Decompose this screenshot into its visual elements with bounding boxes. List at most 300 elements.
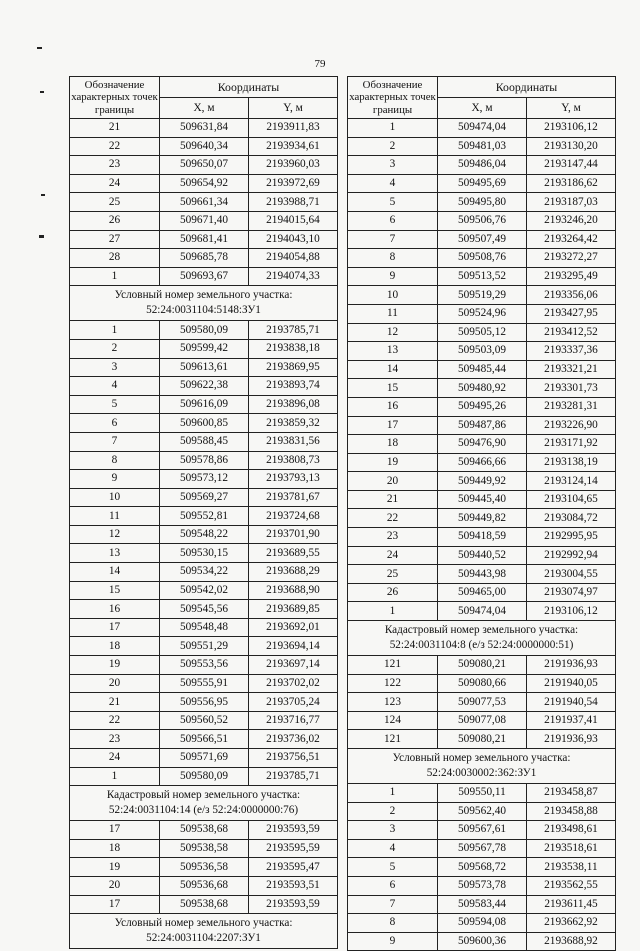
point-number: 3: [348, 821, 438, 840]
x-coordinate: 509588,45: [160, 432, 249, 451]
x-coordinate: 509443,98: [438, 565, 527, 584]
point-number: 8: [70, 451, 160, 470]
table-row: [70, 230, 338, 249]
x-coordinate: 509693,67: [160, 267, 249, 286]
y-coordinate: 2193106,12: [527, 119, 616, 138]
table-row: [348, 137, 616, 156]
table-row: [348, 211, 616, 230]
table-row: [348, 656, 616, 675]
x-coordinate: 509613,61: [160, 358, 249, 377]
point-number: 20: [348, 472, 438, 491]
y-coordinate: 2193701,90: [249, 525, 338, 544]
y-coordinate: 2193187,03: [527, 193, 616, 212]
point-number: 23: [70, 730, 160, 749]
table-row: [348, 193, 616, 212]
scan-mark: [40, 91, 44, 93]
point-number: 24: [70, 749, 160, 768]
table-row: [348, 546, 616, 565]
x-coordinate: 509567,61: [438, 821, 527, 840]
x-coordinate: 509505,12: [438, 323, 527, 342]
table-row: [70, 451, 338, 470]
y-coordinate: 2193595,47: [249, 858, 338, 877]
table-row: [348, 286, 616, 305]
table-row: [70, 581, 338, 600]
table-row: [70, 470, 338, 489]
y-coordinate: 2193562,55: [527, 876, 616, 895]
point-number: 5: [348, 858, 438, 877]
y-coordinate: 2191936,93: [527, 656, 616, 675]
x-coordinate: 509640,34: [160, 137, 249, 156]
table-row: [70, 618, 338, 637]
y-coordinate: 2193611,45: [527, 895, 616, 914]
table-row: [348, 858, 616, 877]
header-designation: Обозначение характерных точек границы: [70, 77, 160, 119]
point-number: 13: [348, 342, 438, 361]
y-coordinate: 2193689,55: [249, 544, 338, 563]
x-coordinate: 509080,21: [438, 656, 527, 675]
x-coordinate: 509485,44: [438, 360, 527, 379]
x-coordinate: 509569,27: [160, 488, 249, 507]
table-row: [348, 397, 616, 416]
point-number: 9: [70, 470, 160, 489]
point-number: 1: [70, 267, 160, 286]
scan-mark: [41, 194, 45, 196]
x-coordinate: 509654,92: [160, 174, 249, 193]
y-coordinate: 2193356,06: [527, 286, 616, 305]
y-coordinate: 2193518,61: [527, 839, 616, 858]
table-row: [70, 544, 338, 563]
table-row: [70, 711, 338, 730]
point-number: 121: [348, 656, 438, 675]
table-row: [70, 656, 338, 675]
header-x: X, м: [160, 98, 249, 119]
table-row: [70, 858, 338, 877]
table-row: [348, 119, 616, 138]
point-number: 6: [348, 211, 438, 230]
y-coordinate: 2193688,92: [527, 932, 616, 951]
point-number: 24: [348, 546, 438, 565]
point-number: 20: [70, 674, 160, 693]
table-row: [70, 249, 338, 268]
point-number: 1: [70, 767, 160, 786]
table-row: [70, 358, 338, 377]
x-coordinate: 509552,81: [160, 507, 249, 526]
point-number: 7: [348, 230, 438, 249]
table-row: [70, 156, 338, 175]
point-number: 1: [348, 119, 438, 138]
x-coordinate: 509580,09: [160, 321, 249, 340]
x-coordinate: 509548,22: [160, 525, 249, 544]
point-number: 22: [348, 509, 438, 528]
point-number: 19: [70, 858, 160, 877]
point-number: 21: [348, 490, 438, 509]
point-number: 9: [348, 267, 438, 286]
table-row: [348, 876, 616, 895]
x-coordinate: 509474,04: [438, 602, 527, 621]
y-coordinate: 2193084,72: [527, 509, 616, 528]
point-number: 18: [348, 435, 438, 454]
y-coordinate: 2193458,87: [527, 784, 616, 803]
point-number: 2: [348, 802, 438, 821]
table-row: [70, 193, 338, 212]
point-number: 7: [70, 432, 160, 451]
y-coordinate: 2193124,14: [527, 472, 616, 491]
x-coordinate: 509551,29: [160, 637, 249, 656]
point-number: 14: [70, 563, 160, 582]
table-row: [70, 119, 338, 138]
y-coordinate: 2193246,20: [527, 211, 616, 230]
x-coordinate: 509566,51: [160, 730, 249, 749]
y-coordinate: 2193171,92: [527, 435, 616, 454]
y-coordinate: 2193130,20: [527, 137, 616, 156]
table-row: [348, 821, 616, 840]
x-coordinate: 509545,56: [160, 600, 249, 619]
x-coordinate: 509466,66: [438, 453, 527, 472]
point-number: 11: [348, 304, 438, 323]
y-coordinate: 2193458,88: [527, 802, 616, 821]
y-coordinate: 2194043,10: [249, 230, 338, 249]
table-row: [348, 174, 616, 193]
table-row: [70, 693, 338, 712]
table-row: [348, 565, 616, 584]
x-coordinate: 509578,86: [160, 451, 249, 470]
point-number: 4: [70, 377, 160, 396]
point-number: 11: [70, 507, 160, 526]
point-number: 4: [348, 839, 438, 858]
x-coordinate: 509487,86: [438, 416, 527, 435]
y-coordinate: 2193785,71: [249, 767, 338, 786]
x-coordinate: 509550,11: [438, 784, 527, 803]
point-number: 21: [70, 119, 160, 138]
y-coordinate: 2193692,01: [249, 618, 338, 637]
x-coordinate: 509650,07: [160, 156, 249, 175]
y-coordinate: 2193226,90: [527, 416, 616, 435]
x-coordinate: 509562,40: [438, 802, 527, 821]
point-number: 121: [348, 730, 438, 749]
y-coordinate: 2194054,88: [249, 249, 338, 268]
x-coordinate: 509600,85: [160, 414, 249, 433]
table-row: [70, 377, 338, 396]
header-y: Y, м: [249, 98, 338, 119]
section-title: Кадастровый номер земельного участка: 52:24:0031104:8 (е/з 52:24:0000000:51): [348, 621, 616, 656]
point-number: 12: [70, 525, 160, 544]
y-coordinate: 2193595,59: [249, 839, 338, 858]
x-coordinate: 509568,72: [438, 858, 527, 877]
y-coordinate: 2193736,02: [249, 730, 338, 749]
point-number: 17: [70, 895, 160, 914]
y-coordinate: 2193593,51: [249, 876, 338, 895]
x-coordinate: 509465,00: [438, 583, 527, 602]
y-coordinate: 2191940,54: [527, 693, 616, 712]
point-number: 17: [70, 618, 160, 637]
y-coordinate: 2193724,68: [249, 507, 338, 526]
table-row: [70, 395, 338, 414]
x-coordinate: 509583,44: [438, 895, 527, 914]
table-row: [70, 414, 338, 433]
section-row: [70, 786, 338, 821]
y-coordinate: 2191937,41: [527, 711, 616, 730]
header-coordinates: Координаты: [160, 77, 338, 98]
point-number: 9: [348, 932, 438, 951]
table-body-right: [348, 119, 616, 951]
x-coordinate: 509445,40: [438, 490, 527, 509]
x-coordinate: 509506,76: [438, 211, 527, 230]
y-coordinate: 2193688,90: [249, 581, 338, 600]
point-number: 15: [348, 379, 438, 398]
y-coordinate: 2193785,71: [249, 321, 338, 340]
table-body-left: [70, 119, 338, 949]
scan-mark: [37, 47, 42, 49]
table-row: [70, 600, 338, 619]
point-number: 25: [70, 193, 160, 212]
y-coordinate: 2193869,95: [249, 358, 338, 377]
section-title: Условный номер земельного участка: 52:24:0031104:2207:ЗУ1: [70, 914, 338, 949]
x-coordinate: 509519,29: [438, 286, 527, 305]
y-coordinate: 2193295,49: [527, 267, 616, 286]
y-coordinate: 2193427,95: [527, 304, 616, 323]
y-coordinate: 2193705,24: [249, 693, 338, 712]
point-number: 8: [348, 249, 438, 268]
x-coordinate: 509481,03: [438, 137, 527, 156]
y-coordinate: 2193538,11: [527, 858, 616, 877]
table-row: [70, 488, 338, 507]
point-number: 123: [348, 693, 438, 712]
point-number: 10: [70, 488, 160, 507]
table-row: [70, 637, 338, 656]
y-coordinate: 2193859,32: [249, 414, 338, 433]
point-number: 27: [70, 230, 160, 249]
y-coordinate: 2193147,44: [527, 156, 616, 175]
table-row: [348, 379, 616, 398]
point-number: 16: [70, 600, 160, 619]
y-coordinate: 2193697,14: [249, 656, 338, 675]
x-coordinate: 509599,42: [160, 339, 249, 358]
table-row: [70, 321, 338, 340]
table-row: [348, 416, 616, 435]
point-number: 3: [348, 156, 438, 175]
point-number: 23: [70, 156, 160, 175]
y-coordinate: 2193756,51: [249, 749, 338, 768]
table-row: [348, 267, 616, 286]
section-row: [348, 749, 616, 784]
header-designation: Обозначение характерных точек границы: [348, 77, 438, 119]
x-coordinate: 509077,08: [438, 711, 527, 730]
x-coordinate: 509536,68: [160, 876, 249, 895]
section-row: [70, 914, 338, 949]
x-coordinate: 509507,49: [438, 230, 527, 249]
x-coordinate: 509418,59: [438, 528, 527, 547]
x-coordinate: 509573,78: [438, 876, 527, 895]
x-coordinate: 509536,58: [160, 858, 249, 877]
x-coordinate: 509080,21: [438, 730, 527, 749]
table-row: [348, 490, 616, 509]
table-row: [70, 211, 338, 230]
point-number: 26: [70, 211, 160, 230]
x-coordinate: 509524,96: [438, 304, 527, 323]
table-row: [70, 137, 338, 156]
x-coordinate: 509495,69: [438, 174, 527, 193]
table-row: [348, 914, 616, 933]
table-row: [348, 360, 616, 379]
y-coordinate: 2193412,52: [527, 323, 616, 342]
table-row: [70, 674, 338, 693]
y-coordinate: 2193793,13: [249, 470, 338, 489]
x-coordinate: 509600,36: [438, 932, 527, 951]
scan-mark: [39, 235, 44, 238]
x-coordinate: 509474,04: [438, 119, 527, 138]
y-coordinate: 2193934,61: [249, 137, 338, 156]
page-number: 79: [314, 58, 326, 70]
point-number: 10: [348, 286, 438, 305]
y-coordinate: 2193301,73: [527, 379, 616, 398]
x-coordinate: 509573,12: [160, 470, 249, 489]
x-coordinate: 509671,40: [160, 211, 249, 230]
point-number: 15: [70, 581, 160, 600]
table-row: [348, 711, 616, 730]
y-coordinate: 2193593,59: [249, 821, 338, 840]
point-number: 28: [70, 249, 160, 268]
table-row: [348, 802, 616, 821]
y-coordinate: 2193186,62: [527, 174, 616, 193]
table-row: [70, 267, 338, 286]
y-coordinate: 2193593,59: [249, 895, 338, 914]
y-coordinate: 2193694,14: [249, 637, 338, 656]
table-row: [348, 602, 616, 621]
point-number: 1: [70, 321, 160, 340]
y-coordinate: 2194015,64: [249, 211, 338, 230]
table-row: [70, 839, 338, 858]
table-row: [348, 693, 616, 712]
x-coordinate: 509480,92: [438, 379, 527, 398]
y-coordinate: 2193106,12: [527, 602, 616, 621]
point-number: 1: [348, 602, 438, 621]
point-number: 7: [348, 895, 438, 914]
x-coordinate: 509440,52: [438, 546, 527, 565]
x-coordinate: 509077,53: [438, 693, 527, 712]
x-coordinate: 509538,68: [160, 821, 249, 840]
x-coordinate: 509685,78: [160, 249, 249, 268]
point-number: 17: [70, 821, 160, 840]
point-number: 2: [70, 339, 160, 358]
y-coordinate: 2193264,42: [527, 230, 616, 249]
y-coordinate: 2193104,65: [527, 490, 616, 509]
table-row: [348, 472, 616, 491]
section-title: Кадастровый номер земельного участка: 52:24:0031104:14 (е/з 52:24:0000000:76): [70, 786, 338, 821]
table-row: [70, 895, 338, 914]
point-number: 12: [348, 323, 438, 342]
table-row: [348, 674, 616, 693]
table-row: [348, 156, 616, 175]
table-row: [348, 583, 616, 602]
point-number: 17: [348, 416, 438, 435]
section-title: Условный номер земельного участка: 52:24:0030002:362:ЗУ1: [348, 749, 616, 784]
point-number: 6: [70, 414, 160, 433]
x-coordinate: 509616,09: [160, 395, 249, 414]
x-coordinate: 509555,91: [160, 674, 249, 693]
y-coordinate: 2193689,85: [249, 600, 338, 619]
x-coordinate: 509476,90: [438, 435, 527, 454]
point-number: 26: [348, 583, 438, 602]
point-number: 24: [70, 174, 160, 193]
table-row: [348, 895, 616, 914]
point-number: 22: [70, 711, 160, 730]
point-number: 2: [348, 137, 438, 156]
point-number: 3: [70, 358, 160, 377]
point-number: 5: [70, 395, 160, 414]
y-coordinate: 2193138,19: [527, 453, 616, 472]
y-coordinate: 2193688,29: [249, 563, 338, 582]
y-coordinate: 2193831,56: [249, 432, 338, 451]
y-coordinate: 2193893,74: [249, 377, 338, 396]
point-number: 20: [70, 876, 160, 895]
table-row: [348, 249, 616, 268]
table-row: [70, 563, 338, 582]
x-coordinate: 509495,26: [438, 397, 527, 416]
x-coordinate: 509080,66: [438, 674, 527, 693]
point-number: 19: [70, 656, 160, 675]
y-coordinate: 2193074,97: [527, 583, 616, 602]
x-coordinate: 509538,68: [160, 895, 249, 914]
y-coordinate: 2193781,67: [249, 488, 338, 507]
table-row: [70, 821, 338, 840]
x-coordinate: 509553,56: [160, 656, 249, 675]
table-row: [70, 767, 338, 786]
y-coordinate: 2192995,95: [527, 528, 616, 547]
point-number: 23: [348, 528, 438, 547]
y-coordinate: 2193960,03: [249, 156, 338, 175]
x-coordinate: 509486,04: [438, 156, 527, 175]
point-number: 124: [348, 711, 438, 730]
table-row: [348, 453, 616, 472]
x-coordinate: 509495,80: [438, 193, 527, 212]
y-coordinate: 2194074,33: [249, 267, 338, 286]
y-coordinate: 2192992,94: [527, 546, 616, 565]
table-row: [348, 342, 616, 361]
table-row: [348, 230, 616, 249]
table-row: [70, 730, 338, 749]
x-coordinate: 509580,09: [160, 767, 249, 786]
table-row: [70, 432, 338, 451]
point-number: 14: [348, 360, 438, 379]
table-row: [348, 528, 616, 547]
coordinates-table-right: [347, 76, 616, 951]
x-coordinate: 509681,41: [160, 230, 249, 249]
point-number: 1: [348, 784, 438, 803]
y-coordinate: 2193662,92: [527, 914, 616, 933]
x-coordinate: 509449,82: [438, 509, 527, 528]
header-coordinates: Координаты: [438, 77, 616, 98]
table-row: [70, 876, 338, 895]
y-coordinate: 2193716,77: [249, 711, 338, 730]
y-coordinate: 2193896,08: [249, 395, 338, 414]
y-coordinate: 2193702,02: [249, 674, 338, 693]
point-number: 13: [70, 544, 160, 563]
point-number: 18: [70, 839, 160, 858]
y-coordinate: 2193337,36: [527, 342, 616, 361]
table-row: [348, 932, 616, 951]
table-row: [348, 839, 616, 858]
section-title: Условный номер земельного участка: 52:24:0031104:5148:ЗУ1: [70, 286, 338, 321]
header-y: Y, м: [527, 98, 616, 119]
y-coordinate: 2193838,18: [249, 339, 338, 358]
table-row: [348, 784, 616, 803]
point-number: 8: [348, 914, 438, 933]
table-row: [70, 749, 338, 768]
y-coordinate: 2191940,05: [527, 674, 616, 693]
x-coordinate: 509513,52: [438, 267, 527, 286]
table-row: [348, 304, 616, 323]
point-number: 122: [348, 674, 438, 693]
